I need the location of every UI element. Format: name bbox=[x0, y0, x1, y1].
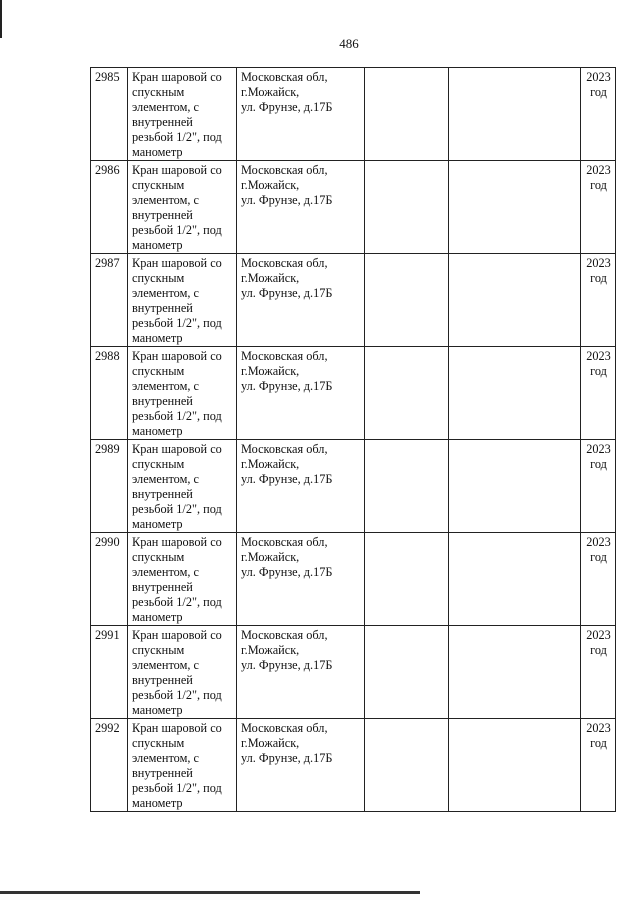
item-name-line: внутренней bbox=[132, 301, 193, 315]
table-row bbox=[91, 719, 616, 812]
table-row bbox=[91, 161, 616, 254]
empty-cell bbox=[449, 161, 581, 254]
address-line: Московская обл, bbox=[241, 628, 328, 642]
registry-table bbox=[90, 67, 616, 812]
empty-cell bbox=[449, 719, 581, 812]
empty-cell bbox=[449, 533, 581, 626]
item-name-line: резьбой 1/2", под bbox=[132, 223, 222, 237]
item-name-line: элементом, с bbox=[132, 286, 199, 300]
empty-cell bbox=[449, 440, 581, 533]
item-name-line: внутренней bbox=[132, 487, 193, 501]
address-line: г.Можайск, bbox=[241, 736, 300, 750]
address-cell bbox=[237, 347, 365, 440]
address-line: ул. Фрунзе, д.17Б bbox=[241, 565, 333, 579]
item-name-line: внутренней bbox=[132, 394, 193, 408]
item-name-line: внутренней bbox=[132, 208, 193, 222]
address-line: Московская обл, bbox=[241, 349, 328, 363]
table-row bbox=[91, 254, 616, 347]
item-name-line: спускным bbox=[132, 85, 185, 99]
year-line: год bbox=[590, 457, 607, 471]
address-line: г.Можайск, bbox=[241, 271, 300, 285]
item-name-line: элементом, с bbox=[132, 565, 199, 579]
year-cell bbox=[581, 719, 616, 812]
item-name-line: внутренней bbox=[132, 115, 193, 129]
item-name-line: Кран шаровой со bbox=[132, 535, 222, 549]
item-name-cell bbox=[128, 347, 237, 440]
year-line: 2023 bbox=[586, 163, 611, 177]
row-number-cell: 2991 bbox=[91, 626, 128, 719]
item-name-line: спускным bbox=[132, 736, 185, 750]
item-name-line: элементом, с bbox=[132, 472, 199, 486]
address-line: г.Можайск, bbox=[241, 364, 300, 378]
address-line: ул. Фрунзе, д.17Б bbox=[241, 751, 333, 765]
item-name-line: манометр bbox=[132, 331, 183, 345]
scan-edge-bottom-mark bbox=[0, 891, 420, 894]
address-line: ул. Фрунзе, д.17Б bbox=[241, 379, 333, 393]
item-name-cell bbox=[128, 719, 237, 812]
item-name-line: спускным bbox=[132, 457, 185, 471]
empty-cell bbox=[449, 347, 581, 440]
item-name-line: спускным bbox=[132, 364, 185, 378]
row-number-cell: 2992 bbox=[91, 719, 128, 812]
item-name-line: спускным bbox=[132, 271, 185, 285]
table-row bbox=[91, 347, 616, 440]
item-name-line: элементом, с bbox=[132, 658, 199, 672]
empty-cell bbox=[365, 626, 449, 719]
table-row bbox=[91, 626, 616, 719]
address-line: Московская обл, bbox=[241, 442, 328, 456]
address-line: г.Можайск, bbox=[241, 643, 300, 657]
year-line: год bbox=[590, 85, 607, 99]
empty-cell bbox=[449, 626, 581, 719]
item-name-line: манометр bbox=[132, 145, 183, 159]
item-name-line: резьбой 1/2", под bbox=[132, 595, 222, 609]
year-line: 2023 bbox=[586, 721, 611, 735]
year-line: 2023 bbox=[586, 349, 611, 363]
item-name-cell bbox=[128, 254, 237, 347]
item-name-line: резьбой 1/2", под bbox=[132, 409, 222, 423]
item-name-line: манометр bbox=[132, 517, 183, 531]
item-name-line: манометр bbox=[132, 703, 183, 717]
address-cell bbox=[237, 626, 365, 719]
item-name-line: резьбой 1/2", под bbox=[132, 688, 222, 702]
address-line: Московская обл, bbox=[241, 163, 328, 177]
item-name-line: Кран шаровой со bbox=[132, 442, 222, 456]
item-name-line: манометр bbox=[132, 796, 183, 810]
year-cell bbox=[581, 68, 616, 161]
row-number-cell: 2987 bbox=[91, 254, 128, 347]
address-cell bbox=[237, 440, 365, 533]
item-name-line: резьбой 1/2", под bbox=[132, 130, 222, 144]
item-name-line: манометр bbox=[132, 424, 183, 438]
item-name-line: спускным bbox=[132, 178, 185, 192]
address-cell bbox=[237, 719, 365, 812]
year-line: год bbox=[590, 643, 607, 657]
page-number: 486 bbox=[339, 36, 359, 51]
year-cell bbox=[581, 347, 616, 440]
year-line: год bbox=[590, 364, 607, 378]
item-name-cell bbox=[128, 533, 237, 626]
address-line: г.Можайск, bbox=[241, 550, 300, 564]
year-line: год bbox=[590, 736, 607, 750]
empty-cell bbox=[365, 533, 449, 626]
row-number-cell: 2986 bbox=[91, 161, 128, 254]
address-cell bbox=[237, 533, 365, 626]
item-name-line: внутренней bbox=[132, 766, 193, 780]
empty-cell bbox=[449, 254, 581, 347]
row-number-cell: 2990 bbox=[91, 533, 128, 626]
item-name-line: манометр bbox=[132, 238, 183, 252]
address-line: г.Можайск, bbox=[241, 178, 300, 192]
year-cell bbox=[581, 626, 616, 719]
address-line: ул. Фрунзе, д.17Б bbox=[241, 193, 333, 207]
item-name-line: внутренней bbox=[132, 673, 193, 687]
row-number-cell: 2985 bbox=[91, 68, 128, 161]
scan-edge-mark bbox=[0, 0, 2, 38]
row-number-cell: 2988 bbox=[91, 347, 128, 440]
address-line: ул. Фрунзе, д.17Б bbox=[241, 658, 333, 672]
empty-cell bbox=[365, 347, 449, 440]
item-name-line: Кран шаровой со bbox=[132, 721, 222, 735]
item-name-line: резьбой 1/2", под bbox=[132, 502, 222, 516]
item-name-line: элементом, с bbox=[132, 100, 199, 114]
item-name-line: спускным bbox=[132, 550, 185, 564]
item-name-line: Кран шаровой со bbox=[132, 349, 222, 363]
year-cell bbox=[581, 533, 616, 626]
empty-cell bbox=[365, 719, 449, 812]
item-name-line: элементом, с bbox=[132, 751, 199, 765]
item-name-line: элементом, с bbox=[132, 193, 199, 207]
address-cell bbox=[237, 254, 365, 347]
empty-cell bbox=[365, 254, 449, 347]
item-name-line: резьбой 1/2", под bbox=[132, 316, 222, 330]
empty-cell bbox=[365, 68, 449, 161]
address-cell bbox=[237, 68, 365, 161]
empty-cell bbox=[365, 440, 449, 533]
year-line: 2023 bbox=[586, 442, 611, 456]
address-line: ул. Фрунзе, д.17Б bbox=[241, 472, 333, 486]
year-cell bbox=[581, 254, 616, 347]
item-name-line: манометр bbox=[132, 610, 183, 624]
table-row bbox=[91, 440, 616, 533]
address-line: ул. Фрунзе, д.17Б bbox=[241, 286, 333, 300]
address-line: г.Можайск, bbox=[241, 457, 300, 471]
table-row bbox=[91, 68, 616, 161]
item-name-cell bbox=[128, 161, 237, 254]
address-cell bbox=[237, 161, 365, 254]
address-line: г.Можайск, bbox=[241, 85, 300, 99]
item-name-line: Кран шаровой со bbox=[132, 163, 222, 177]
address-line: Московская обл, bbox=[241, 256, 328, 270]
item-name-line: Кран шаровой со bbox=[132, 628, 222, 642]
year-line: 2023 bbox=[586, 256, 611, 270]
address-line: Московская обл, bbox=[241, 70, 328, 84]
item-name-line: внутренней bbox=[132, 580, 193, 594]
item-name-line: спускным bbox=[132, 643, 185, 657]
address-line: ул. Фрунзе, д.17Б bbox=[241, 100, 333, 114]
item-name-cell bbox=[128, 626, 237, 719]
item-name-cell bbox=[128, 68, 237, 161]
year-line: 2023 bbox=[586, 628, 611, 642]
item-name-line: элементом, с bbox=[132, 379, 199, 393]
year-line: год bbox=[590, 178, 607, 192]
registry-table-body bbox=[91, 68, 616, 812]
year-line: 2023 bbox=[586, 70, 611, 84]
row-number-cell: 2989 bbox=[91, 440, 128, 533]
table-row bbox=[91, 533, 616, 626]
item-name-cell bbox=[128, 440, 237, 533]
empty-cell bbox=[449, 68, 581, 161]
year-cell bbox=[581, 440, 616, 533]
year-line: 2023 bbox=[586, 535, 611, 549]
year-cell bbox=[581, 161, 616, 254]
address-line: Московская обл, bbox=[241, 721, 328, 735]
empty-cell bbox=[365, 161, 449, 254]
year-line: год bbox=[590, 550, 607, 564]
item-name-line: Кран шаровой со bbox=[132, 70, 222, 84]
item-name-line: Кран шаровой со bbox=[132, 256, 222, 270]
address-line: Московская обл, bbox=[241, 535, 328, 549]
year-line: год bbox=[590, 271, 607, 285]
item-name-line: резьбой 1/2", под bbox=[132, 781, 222, 795]
